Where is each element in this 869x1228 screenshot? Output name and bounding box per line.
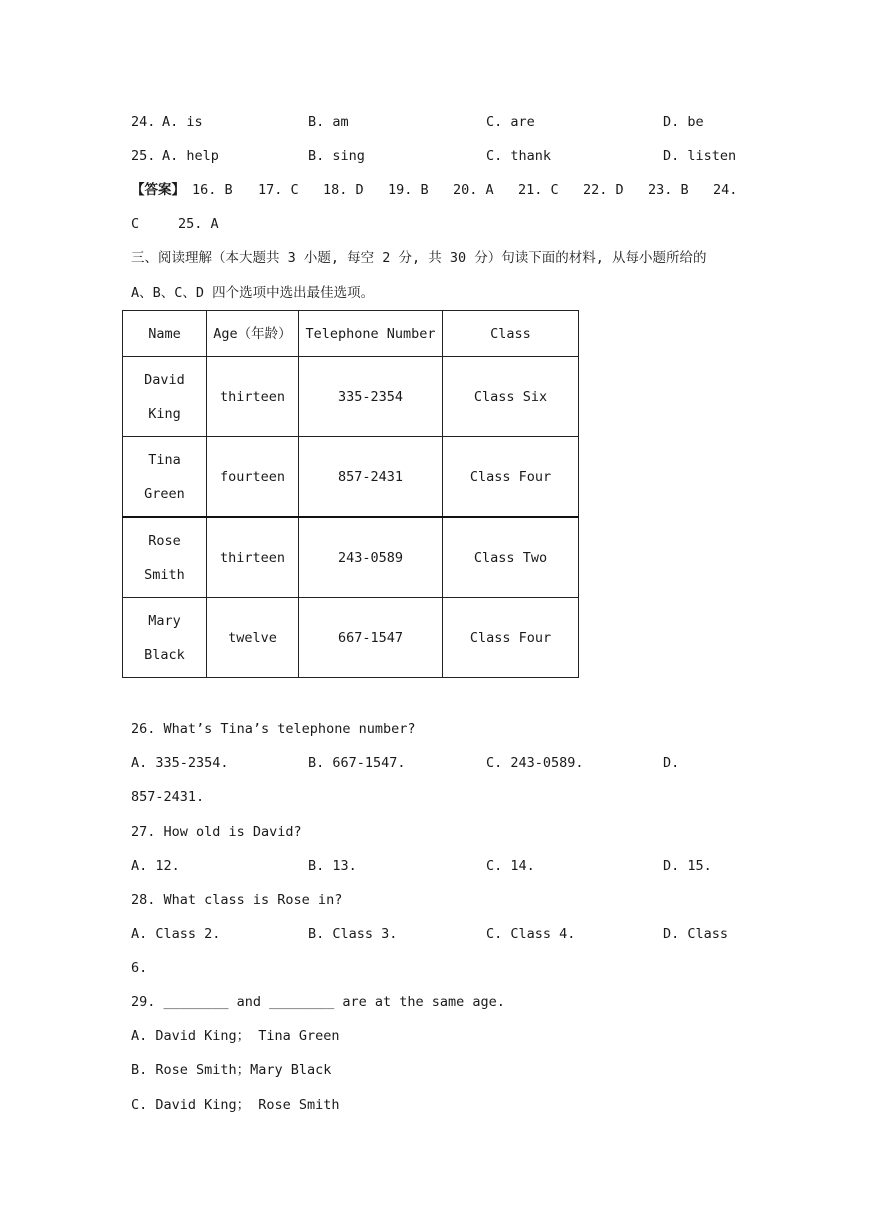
- q28-option-d: D. Class: [663, 926, 729, 942]
- q28-option-c: C. Class 4.: [486, 926, 576, 942]
- cell-phone: 857-2431: [299, 437, 443, 518]
- q26-stem: 26. What’s Tina’s telephone number?: [131, 721, 416, 737]
- answer-item: 18. D: [323, 182, 364, 198]
- q26-option-b: B. 667-1547.: [308, 755, 406, 771]
- q27-stem: 27. How old is David?: [131, 824, 302, 840]
- last-name: Smith: [144, 566, 185, 583]
- cell-phone: 243-0589: [299, 517, 443, 598]
- q24-option-b: B. am: [308, 114, 349, 130]
- q26-option-a: A. 335-2354.: [131, 755, 229, 771]
- q28-stem: 28. What class is Rose in?: [131, 892, 343, 908]
- q27-option-d: D. 15.: [663, 858, 712, 874]
- header-age: Age（年龄）: [207, 311, 299, 357]
- q25-option-d: D. listen: [663, 148, 737, 164]
- cell-name: [123, 598, 207, 678]
- q26-option-d-wrap: 857-2431.: [131, 789, 205, 805]
- q25-option-c: C. thank: [486, 148, 552, 164]
- q29-option-a: A. David King； Tina Green: [131, 1028, 340, 1044]
- answer-item: 21. C: [518, 182, 559, 198]
- student-info-table: [122, 310, 579, 678]
- answer-item: 24.: [713, 182, 738, 198]
- cell-name: [123, 437, 207, 518]
- header-class: Class: [443, 311, 579, 357]
- first-name: David: [144, 371, 185, 388]
- q24-option-c: C. are: [486, 114, 535, 130]
- answer-item: 25. A: [178, 216, 219, 232]
- header-name: Name: [123, 311, 207, 357]
- answer-item: 19. B: [388, 182, 429, 198]
- q28-option-d-wrap: 6.: [131, 960, 148, 976]
- q29-stem: 29. ________ and ________ are at the same age.: [131, 994, 505, 1010]
- cell-class: Class Six: [443, 357, 579, 437]
- table-row: [123, 357, 579, 437]
- cell-phone: 335-2354: [299, 357, 443, 437]
- cell-age: twelve: [207, 598, 299, 678]
- cell-class: Class Two: [443, 517, 579, 598]
- answer-item: 16. B: [192, 182, 233, 198]
- header-telephone: Telephone Number: [299, 311, 443, 357]
- answer-item: 22. D: [583, 182, 624, 198]
- last-name: Black: [144, 646, 185, 663]
- q26-option-d: D.: [663, 755, 680, 771]
- table-row: [123, 598, 579, 678]
- section3-instruction: 三、阅读理解（本大题共 3 小题, 每空 2 分, 共 30 分）句读下面的材料, 从每小题所给的: [131, 250, 707, 266]
- q24-option-a: A. is: [162, 114, 203, 130]
- first-name: Tina: [148, 451, 181, 468]
- answer-label: 【答案】: [131, 182, 185, 198]
- cell-name: [123, 357, 207, 437]
- answer-item: 20. A: [453, 182, 494, 198]
- cell-class: Class Four: [443, 598, 579, 678]
- answer-item: 17. C: [258, 182, 299, 198]
- answer-item: C: [131, 216, 140, 232]
- q29-option-b: B. Rose Smith；Mary Black: [131, 1062, 332, 1078]
- q27-option-b: B. 13.: [308, 858, 357, 874]
- table-header-row: [123, 311, 579, 357]
- cell-age: thirteen: [207, 357, 299, 437]
- answer-item: 23. B: [648, 182, 689, 198]
- cell-age: fourteen: [207, 437, 299, 518]
- q25-option-b: B. sing: [308, 148, 365, 164]
- first-name: Mary: [148, 612, 181, 629]
- q28-option-a: A. Class 2.: [131, 926, 221, 942]
- q24-option-d: D. be: [663, 114, 704, 130]
- cell-class: Class Four: [443, 437, 579, 518]
- first-name: Rose: [148, 532, 181, 549]
- cell-phone: 667-1547: [299, 598, 443, 678]
- last-name: King: [148, 405, 181, 422]
- q25-option-a: A. help: [162, 148, 219, 164]
- q27-option-a: A. 12.: [131, 858, 180, 874]
- q28-option-b: B. Class 3.: [308, 926, 398, 942]
- cell-name: [123, 517, 207, 598]
- section3-instruction-cont: A、B、C、D 四个选项中选出最佳选项。: [131, 285, 375, 301]
- q27-option-c: C. 14.: [486, 858, 535, 874]
- table-row: [123, 517, 579, 598]
- table-row: [123, 437, 579, 518]
- cell-age: thirteen: [207, 517, 299, 598]
- q29-option-c: C. David King； Rose Smith: [131, 1097, 340, 1113]
- q24-number: 24.: [131, 114, 156, 130]
- q25-number: 25.: [131, 148, 156, 164]
- last-name: Green: [144, 485, 185, 502]
- q26-option-c: C. 243-0589.: [486, 755, 584, 771]
